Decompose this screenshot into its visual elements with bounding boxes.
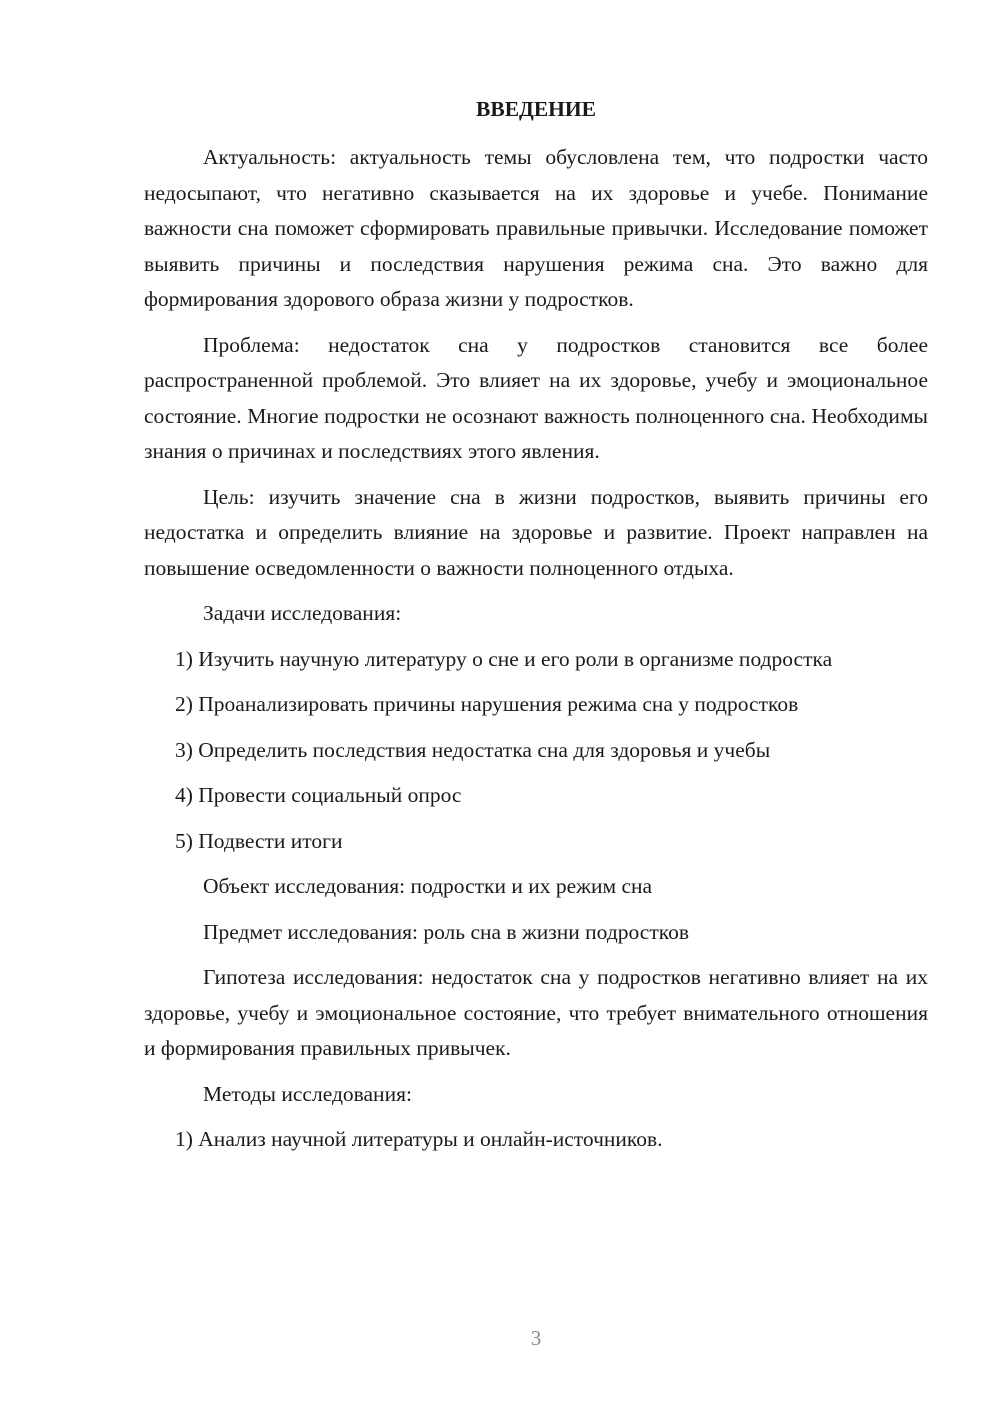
relevance-paragraph: Актуальность: актуальность темы обусловлена тем, что подростки часто недосыпают, что негативно сказывается на их здоровье и учебе. Понимание важности сна поможет сформировать правильные привычки. Исследование поможет выявить причины и последствия нарушения режима сна. Это важно для формирования здорового образа жизни у подростков. [144,145,928,311]
task-item: 5) Подвести итоги [175,828,343,853]
hypothesis-paragraph: Гипотеза исследования: недостаток сна у подростков негативно влияет на их здоровье, учебу и эмоциональное состояние, что требует внимательного отношения и формирования правильных привычек. [144,965,928,1060]
methods-heading: Методы исследования: [203,1081,412,1106]
page-number: 3 [530,1326,542,1350]
method-item: 1) Анализ научной литературы и онлайн-источников. [175,1127,663,1151]
task-item: 3) Определить последствия недостатка сна для здоровья и учебы [175,737,771,762]
section-title: ВВЕДЕНИЕ [476,97,596,121]
tasks-heading: Задачи исследования: [203,601,402,625]
subject-paragraph: Предмет исследования: роль сна в жизни подростков [203,919,689,944]
task-item: 1) Изучить научную литературу о сне и его роли в организме подростка [175,646,833,671]
task-item: 4) Провести социальный опрос [175,783,462,807]
object-paragraph: Объект исследования: подростки и их режим сна [203,874,653,898]
task-item: 2) Проанализировать причины нарушения режима сна у подростков [175,692,799,716]
document-page [144,92,928,1168]
goal-paragraph: Цель: изучить значение сна в жизни подростков, выявить причины его недостатка и определить влияние на здоровье и развитие. Проект направлен на повышение осведомленности о важности полноценного отдыха. [144,484,928,580]
problem-paragraph: Проблема: недостаток сна у подростков становится все более распространенной проблемой. Это влияет на их здоровье, учебу и эмоциональное состояние. Многие подростки не осознают важность полноценного сна. Необходимы знания о причинах и последствиях этого явления. [144,332,928,463]
